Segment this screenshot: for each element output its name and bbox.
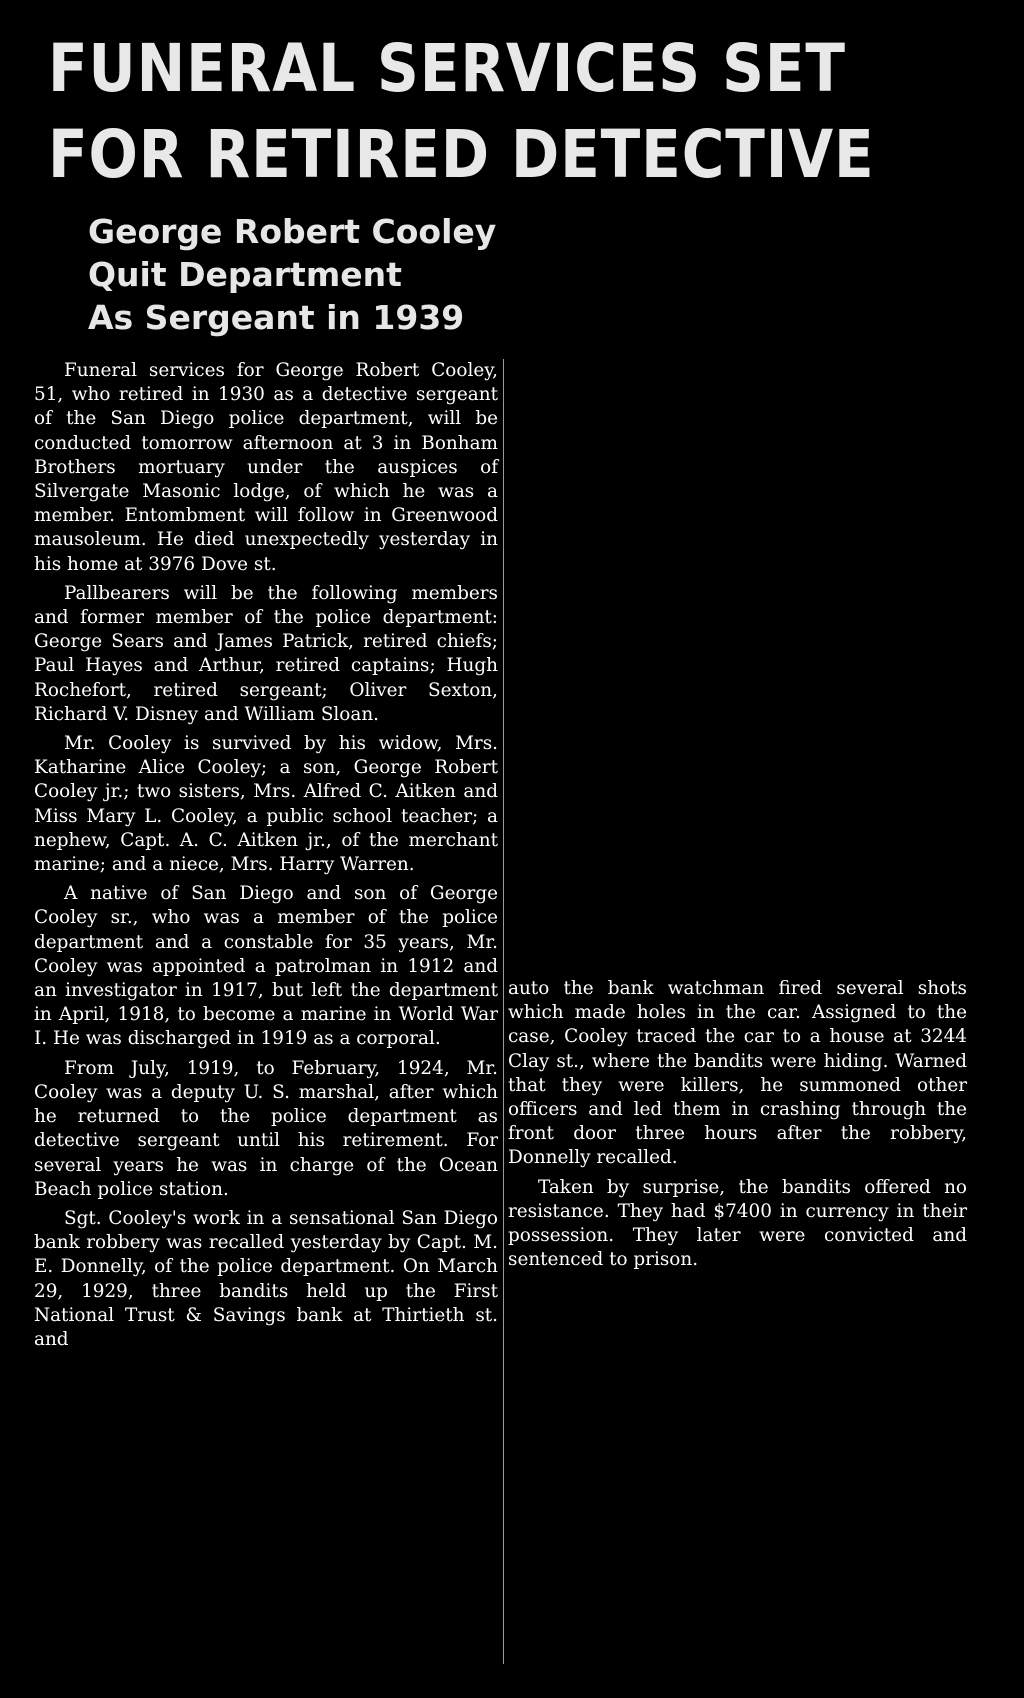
paragraph-marshal-career: From July, 1919, to February, 1924, Mr. Cooley was a deputy U. S. marshal, after which he returned to the police department as detective sergeant until his retirement. For several years he was in charge of the Ocean Beach police station.: [34, 1057, 498, 1200]
subheadline-line-2: Quit Department: [88, 255, 402, 294]
headline-line-1: FUNERAL SERVICES SET: [48, 30, 846, 107]
subheadline-line-1: George Robert Cooley: [88, 212, 497, 251]
subheadline: [88, 210, 508, 339]
paragraph-pallbearers: Pallbearers will be the following members and former member of the police department: George Sears and James Patrick, retired chiefs; Paul Hayes and Arthur, retired captains; Hugh Rochefort, retired sergeant; Oliver Sexton, Richard V. Disney and William Sloan.: [34, 582, 498, 725]
paragraph-survivors: Mr. Cooley is survived by his widow, Mrs. Katharine Alice Cooley; a son, George Robert Cooley jr.; two sisters, Mrs. Alfred C. Aitken and Miss Mary L. Cooley, a public school teacher; a nephew, Capt. A. C. Aitken jr., of the merchant marine; and a niece, Mrs. Harry Warren.: [34, 733, 498, 876]
paragraph-funeral-services: Funeral services for George Robert Cooley, 51, who retired in 1930 as a detective sergeant of the San Diego police department, will be conducted tomorrow afternoon at 3 in Bonham Brothers mortuary under the auspices of Silvergate Masonic lodge, of which he was a member. Entombment will follow in Greenwood mausoleum. He died unexpectedly yesterday in his home at 3976 Dove st.: [34, 360, 498, 575]
paragraph-capture: Taken by surprise, the bandits offered no resistance. They had $7400 in currency in their possession. They later were convicted and sentenced to prison.: [508, 1176, 967, 1271]
article-column-1: [34, 359, 498, 1357]
headline: [48, 26, 875, 198]
headline-line-2: FOR RETIRED DETECTIVE: [48, 116, 875, 193]
paragraph-robbery-continued: auto the bank watchman fired several shots which made holes in the car. Assigned to the case, Cooley traced the car to a house at 3244 Clay st., where the bandits were hiding. Warned that they were killers, he summoned other officers and led them in crashing through the front door three hours after the robbery, Donnelly recalled.: [508, 978, 967, 1169]
column-divider: [503, 359, 504, 1664]
subheadline-line-3: As Sergeant in 1939: [88, 298, 465, 337]
paragraph-background: A native of San Diego and son of George Cooley sr., who was a member of the police department and a constable for 35 years, Mr. Cooley was appointed a patrolman in 1912 and an investigator in 1917, but left the department in April, 1918, to become a marine in World War I. He was discharged in 1919 as a corporal.: [34, 883, 498, 1050]
article-column-2: [508, 977, 967, 1277]
paragraph-bank-robbery: Sgt. Cooley's work in a sensational San Diego bank robbery was recalled yesterday by Capt. M. E. Donnelly, of the police department. On March 29, 1929, three bandits held up the First National Trust & Savings bank at Thirtieth st. and: [34, 1207, 498, 1350]
